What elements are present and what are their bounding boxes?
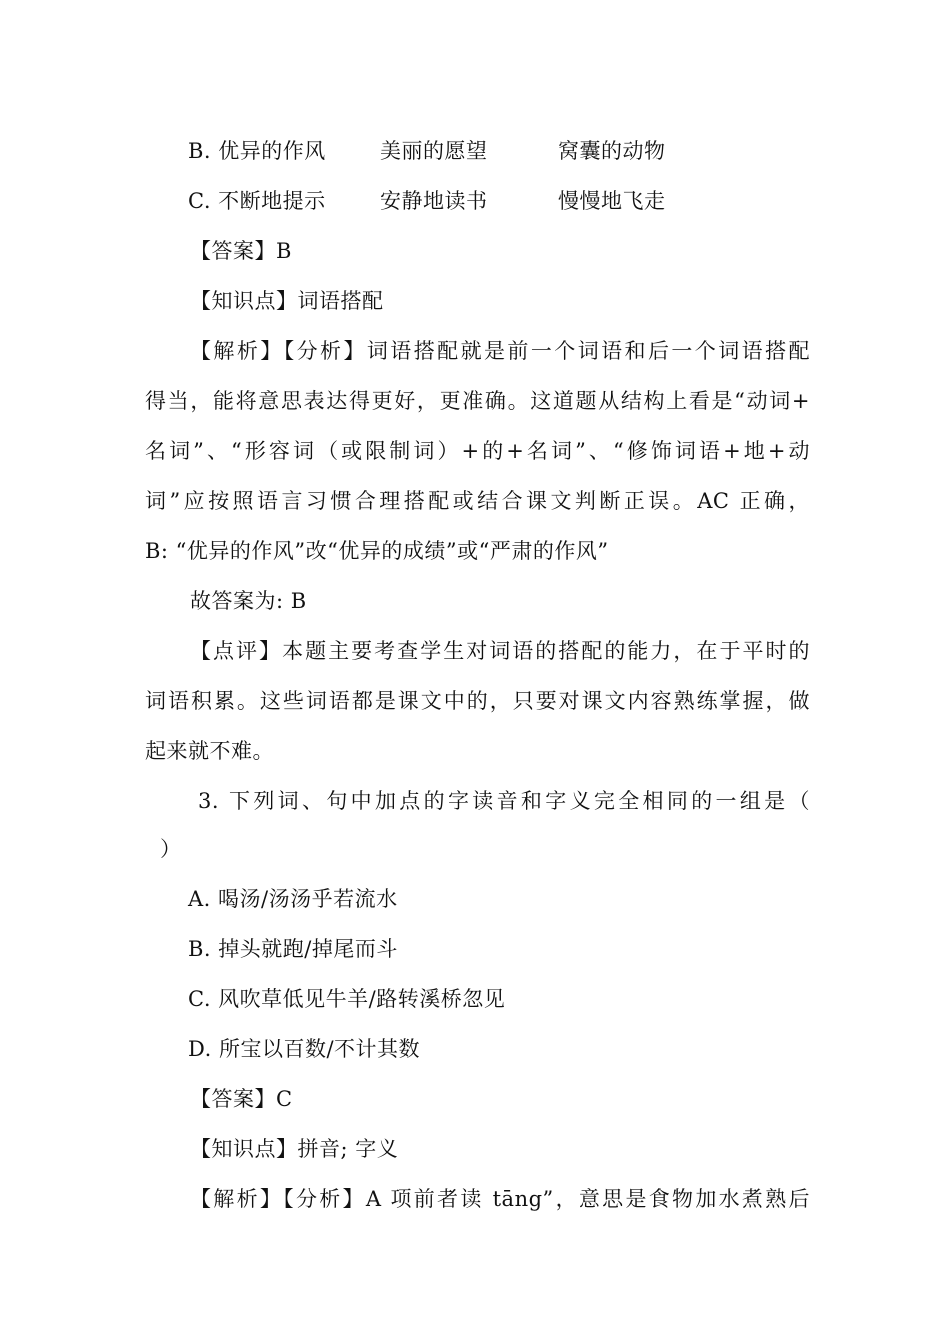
q2-analysis-line: 得当，能将意思表达得更好，更准确。这道题从结构上看是“动词+ xyxy=(145,389,810,413)
q3-stem-line: 3. 下列词、句中加点的字读音和字义完全相同的一组是（ xyxy=(198,789,810,813)
option-c-item-1: C. 不断地提示 xyxy=(188,189,326,213)
q2-conclusion: 故答案为: B xyxy=(190,589,307,613)
q3-option-d: D. 所宝以百数/不计其数 xyxy=(188,1037,421,1061)
q3-option-a: A. 喝汤/汤汤乎若流水 xyxy=(188,887,398,911)
q3-analysis-line: 【解析】【分析】A 项前者读 tāng”，意思是食物加水煮熟后 xyxy=(190,1187,810,1211)
q2-analysis-line: 【解析】【分析】词语搭配就是前一个词语和后一个词语搭配 xyxy=(190,339,810,363)
q2-comment-line: 【点评】本题主要考查学生对词语的搭配的能力，在于平时的 xyxy=(190,639,810,663)
q2-answer: 【答案】B xyxy=(190,239,292,263)
q3-option-c: C. 风吹草低见牛羊/路转溪桥忽见 xyxy=(188,987,506,1011)
q3-answer: 【答案】C xyxy=(190,1087,293,1111)
option-b-item-2: 美丽的愿望 xyxy=(380,139,488,163)
q3-option-b: B. 掉头就跑/掉尾而斗 xyxy=(188,937,398,961)
q3-stem-line: ） xyxy=(160,837,182,861)
option-c-item-3: 慢慢地飞走 xyxy=(558,189,666,213)
q3-knowledge-point: 【知识点】拼音; 字义 xyxy=(190,1137,399,1161)
q2-analysis-line: 名词”、“形容词（或限制词）+的+名词”、“修饰词语+地+动 xyxy=(145,439,810,463)
q2-comment-line: 词语积累。这些词语都是课文中的，只要对课文内容熟练掌握，做 xyxy=(145,689,810,713)
option-c-item-2: 安静地读书 xyxy=(380,189,488,213)
q2-comment-line: 起来就不难。 xyxy=(145,739,274,763)
option-b-item-3: 窝囊的动物 xyxy=(558,139,666,163)
q2-analysis-line: 词”应按照语言习惯合理搭配或结合课文判断正误。AC 正确， xyxy=(145,489,810,513)
q2-knowledge-point: 【知识点】词语搭配 xyxy=(190,289,384,313)
q2-analysis-line: B: “优异的作风”改“优异的成绩”或“严肃的作风” xyxy=(145,539,609,563)
option-b-item-1: B. 优异的作风 xyxy=(188,139,326,163)
